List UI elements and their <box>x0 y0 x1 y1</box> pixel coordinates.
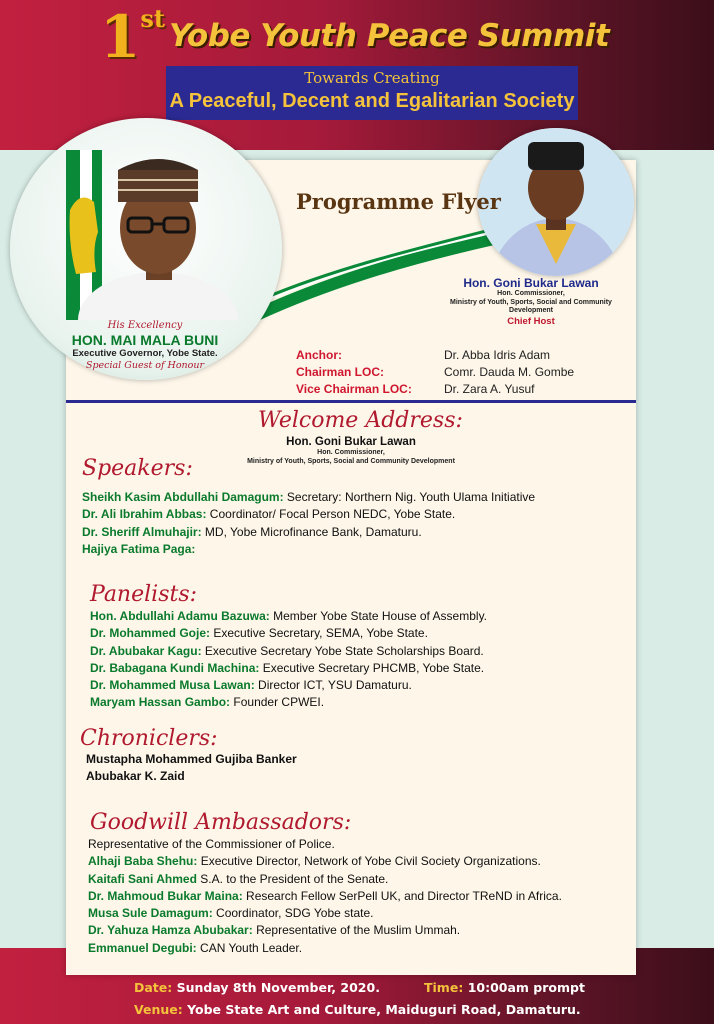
summit-title <box>100 2 609 72</box>
speakers-heading: Speakers: <box>82 456 193 481</box>
chief-host-portrait <box>478 128 634 276</box>
governor-guest-role: Special Guest of Honour <box>85 360 205 371</box>
chief-host-name: Hon. Goni Bukar Lawan <box>463 276 599 290</box>
list-item: Alhaji Baba Shehu: Executive Director, Network of Yobe Civil Society Organizations. <box>88 854 541 869</box>
loc-row <box>296 363 574 380</box>
list-item: Dr. Abubakar Kagu: Executive Secretary Yobe State Scholarships Board. <box>90 643 484 658</box>
goodwill-list <box>88 836 562 957</box>
loc-name: Dr. Zara A. Yusuf <box>444 381 535 396</box>
list-item: Hajiya Fatima Paga: <box>82 541 196 556</box>
list-item: Dr. Mohammed Musa Lawan: Director ICT, YSU Damaturu. <box>90 678 412 693</box>
welcome-speaker-ministry: Ministry of Youth, Sports, Social and Community Development <box>247 458 455 465</box>
chroniclers-list <box>86 751 297 786</box>
list-item: Hon. Abdullahi Adamu Bazuwa: Member Yobe State House of Assembly. <box>90 609 488 623</box>
chief-host-title: Hon. Commissioner, <box>497 290 565 297</box>
flyer-title: Programme Flyer <box>296 189 501 214</box>
list-item: Mustapha Mohammed Gujiba Banker <box>86 752 297 766</box>
list-item: Dr. Mohammed Goje: Executive Secretary, SEMA, Yobe State. <box>90 626 428 641</box>
panelists-list <box>90 608 487 712</box>
loc-role: Vice Chairman LOC: <box>296 381 412 396</box>
event-time: Time: 10:00am prompt <box>424 980 585 995</box>
loc-role: Anchor: <box>296 347 342 362</box>
list-item: Representative of the Commissioner of Police. <box>88 837 335 851</box>
tagline-big: A Peaceful, Decent and Egalitarian Society <box>169 90 575 112</box>
tagline-box <box>166 66 578 120</box>
event-date: Date: Sunday 8th November, 2020. <box>134 980 380 995</box>
list-item: Sheikh Kasim Abdullahi Damagum: Secretary: Northern Nig. Youth Ulama Initiative <box>82 490 536 504</box>
goodwill-heading: Goodwill Ambassadors: <box>90 810 352 835</box>
governor-name: HON. MAI MALA BUNI <box>71 332 219 348</box>
chief-host-tag: Chief Host <box>507 315 555 327</box>
welcome-speaker-title: Hon. Commissioner, <box>317 449 385 456</box>
list-item: Dr. Ali Ibrahim Abbas: Coordinator/ Focal Person NEDC, Yobe State. <box>82 507 456 522</box>
list-item: Dr. Mahmoud Bukar Maina: Research Fellow SerPell UK, and Director TReND in Africa. <box>88 888 562 903</box>
loc-row <box>296 380 574 397</box>
list-item: Emmanuel Degubi: CAN Youth Leader. <box>88 940 303 955</box>
section-divider <box>66 400 636 403</box>
loc-role: Chairman LOC: <box>296 364 385 379</box>
summit-ordinal: 1st <box>100 3 165 71</box>
list-item: Dr. Yahuza Hamza Abubakar: Representative of the Muslim Ummah. <box>88 923 461 938</box>
loc-name: Comr. Dauda M. Gombe <box>444 364 575 379</box>
loc-name: Dr. Abba Idris Adam <box>444 347 551 362</box>
list-item: Dr. Babagana Kundi Machina: Executive Secretary PHCMB, Yobe State. <box>90 660 485 675</box>
chroniclers-heading: Chroniclers: <box>80 726 218 751</box>
welcome-speaker-name: Hon. Goni Bukar Lawan <box>286 436 416 448</box>
speakers-list <box>82 489 535 558</box>
list-item: Musa Sule Damagum: Coordinator, SDG Yobe state. <box>88 906 374 921</box>
list-item: Dr. Sheriff Almuhajir: MD, Yobe Microfinance Bank, Damaturu. <box>82 524 422 539</box>
event-venue: Venue: Yobe State Art and Culture, Maiduguri Road, Damaturu. <box>134 1002 581 1017</box>
list-item: Kaitafi Sani Ahmed S.A. to the President of the Senate. <box>88 871 389 886</box>
summit-name: Yobe Youth Peace Summit <box>168 18 610 54</box>
chief-host-caption <box>428 276 634 327</box>
welcome-heading: Welcome Address: <box>258 408 463 433</box>
loc-table <box>296 346 574 397</box>
governor-honorific: His Excellency <box>107 320 183 331</box>
loc-row <box>296 346 574 363</box>
list-item: Maryam Hassan Gambo: Founder CPWEI. <box>90 695 325 710</box>
governor-caption <box>40 320 250 372</box>
governor-portrait <box>66 150 238 320</box>
chief-host-ministry: Ministry of Youth, Sports, Social and Community Development <box>450 298 612 314</box>
panelists-heading: Panelists: <box>90 582 198 607</box>
tagline-small: Towards Creating <box>304 69 440 87</box>
governor-role: Executive Governor, Yobe State. <box>72 348 218 359</box>
list-item: Abubakar K. Zaid <box>86 769 185 784</box>
